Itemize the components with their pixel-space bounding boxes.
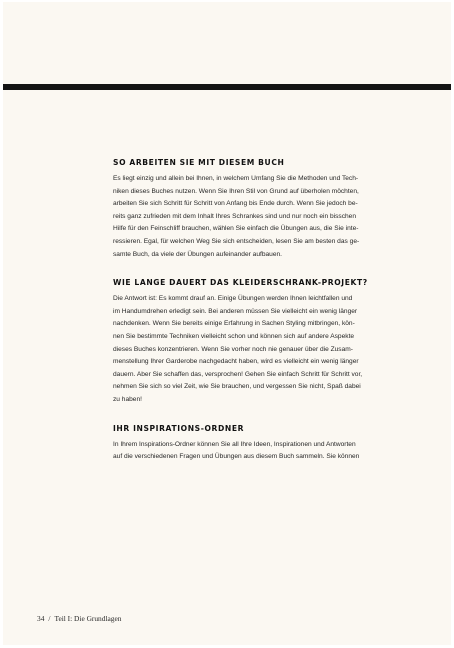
body-line: auf die verschiedenen Fragen und Übungen aus diesem Buch sammeln. Sie können — [113, 453, 360, 461]
body-line: Hilfe für den Feinschliff brauchen, wählen Sie einfach die Übungen aus, die Sie inte- — [113, 225, 359, 233]
section-heading: SO ARBEITEN SIE MIT DIESEM BUCH — [113, 158, 285, 167]
body-line: niken dieses Buches nutzen. Wenn Sie Ihren Stil von Grund auf überholen möchten, — [113, 187, 359, 195]
running-title: Teil I: Die Grundlagen — [54, 614, 122, 623]
top-rule — [3, 84, 451, 90]
body-line: reits ganz zufrieden mit dem Inhalt Ihres Schrankes sind und nur noch ein bisschen — [113, 212, 357, 220]
body-line: nehmen Sie sich so viel Zeit, wie Sie brauchen, und vergessen Sie nicht, Spaß dabei — [113, 383, 361, 391]
body-line: im Handumdrehen erledigt sein. Bei anderen müssen Sie vielleicht ein wenig länger — [113, 307, 358, 315]
section-inspiration-folder — [113, 424, 413, 464]
body-line: dauern. Aber Sie schaffen das, versprochen! Gehen Sie einfach Schritt für Schritt vor, — [113, 370, 363, 378]
body-line: arbeiten Sie sich Schritt für Schritt von Anfang bis Ende durch. Wenn Sie jedoch be- — [113, 200, 358, 208]
body-line: ressieren. Egal, für welchen Weg Sie sich entscheiden, lesen Sie am besten das ge- — [113, 237, 360, 245]
section-duration — [113, 278, 413, 406]
section-heading: WIE LANGE DAUERT DAS KLEIDERSCHRANK-PROJEKT? — [113, 278, 368, 288]
body-line: nen Sie bestimmte Techniken vielleicht schon und können sich auf andere Aspekte — [113, 332, 355, 340]
section-how-to-use — [113, 158, 413, 261]
body-line: samte Buch, da viele der Übungen aufeinander aufbauen. — [113, 250, 282, 258]
body-line: Es liegt einzig und allein bei Ihnen, in welchem Umfang Sie die Methoden und Tech- — [113, 175, 359, 182]
body-line: menstellung Ihrer Garderobe nachgedacht haben, wird es vielleicht ein wenig länger — [113, 358, 359, 366]
footer-separator: / — [48, 614, 51, 623]
body-line: nachdenken. Wenn Sie bereits einige Erfahrung in Sachen Styling mitbringen, kön- — [113, 320, 355, 328]
page-content — [113, 158, 413, 481]
body-line: Die Antwort ist: Es kommt drauf an. Einige Übungen werden Ihnen leichtfallen und — [113, 295, 353, 303]
section-heading: IHR INSPIRATIONS-ORDNER — [113, 423, 245, 433]
body-line: zu haben! — [113, 395, 142, 403]
book-page — [3, 2, 451, 645]
page-footer — [37, 614, 121, 623]
body-line: dieses Buches konzentrieren. Wenn Sie vorher noch nie genauer über die Zusam- — [113, 345, 353, 353]
page-number: 34 — [37, 614, 45, 623]
body-line: In Ihrem Inspirations-Ordner können Sie all Ihre Ideen, Inspirationen und Antworten — [113, 440, 356, 448]
